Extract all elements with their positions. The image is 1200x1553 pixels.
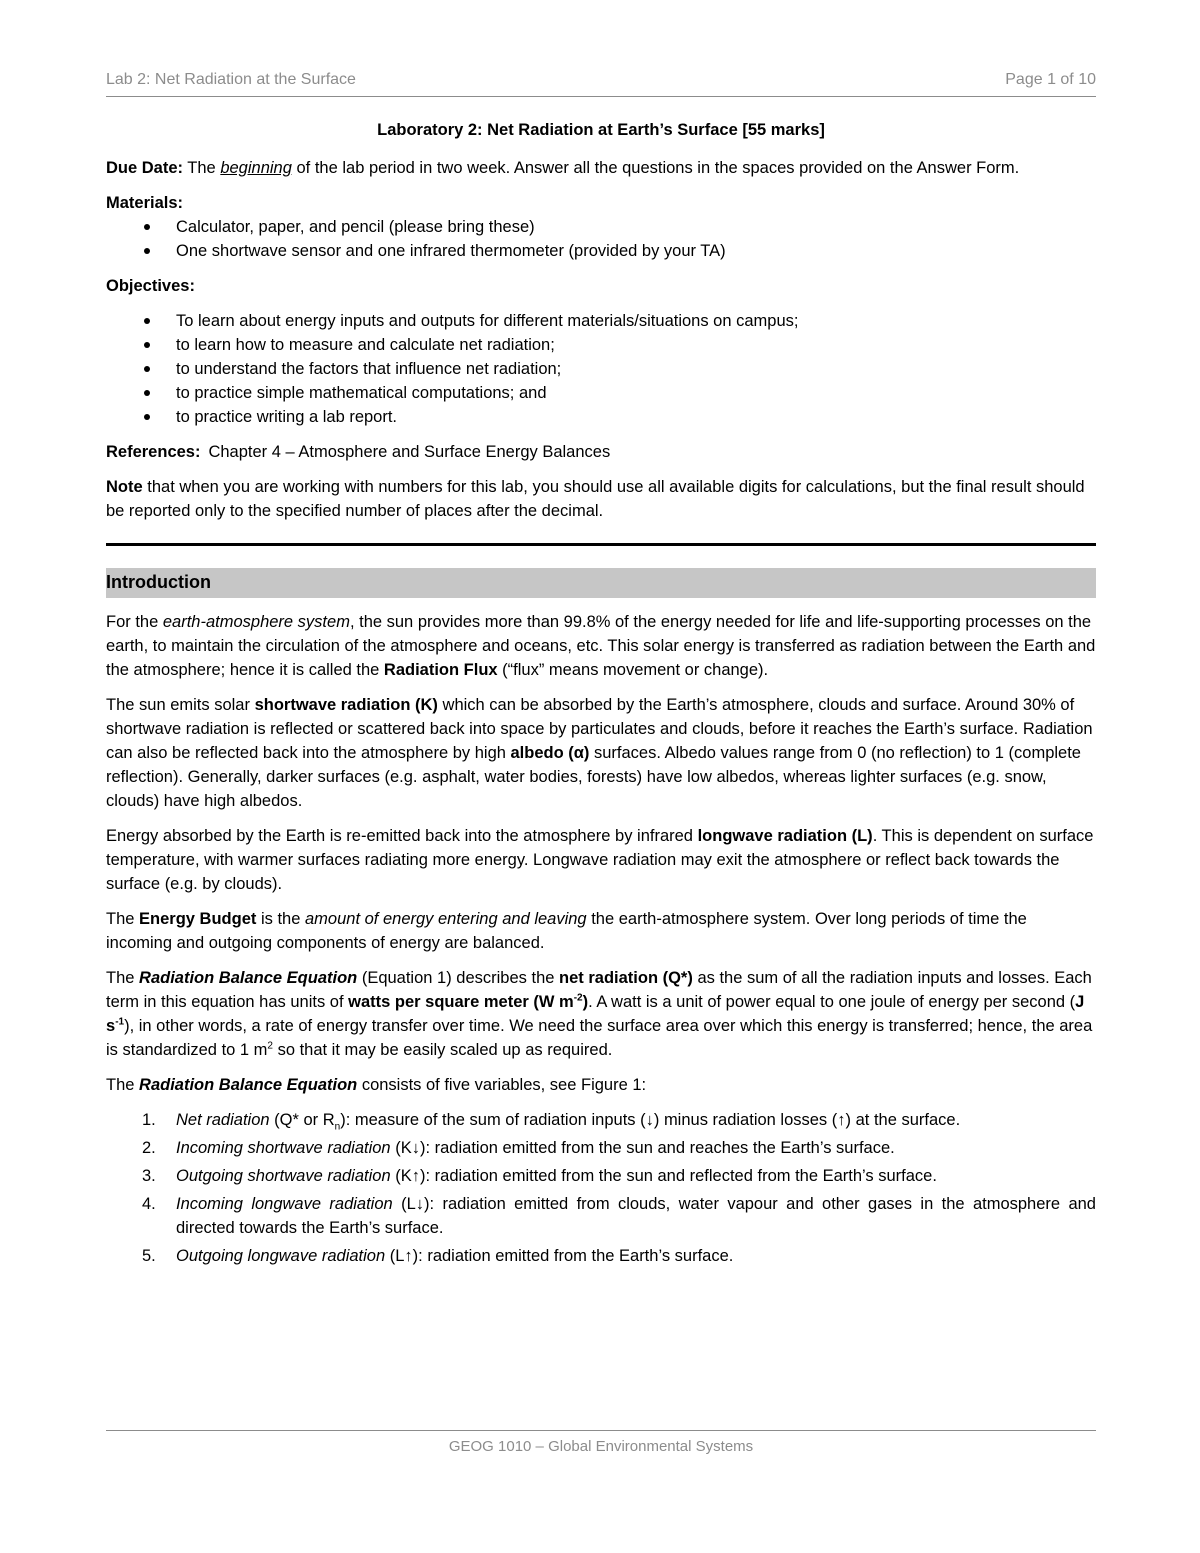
header-title: Lab 2: Net Radiation at the Surface <box>106 71 356 88</box>
page-header <box>106 68 1096 97</box>
text-run: (L↑ <box>385 1247 413 1265</box>
list-item <box>142 1244 1096 1268</box>
introduction-heading: Introduction <box>106 568 1096 598</box>
text-run: shortwave radiation (K) <box>254 696 438 714</box>
variable-term: Incoming longwave radiation <box>176 1195 393 1213</box>
text-run: Radiation Flux <box>383 661 498 679</box>
units-bold <box>348 993 588 1011</box>
variable-term: Net radiation <box>176 1111 270 1129</box>
text-run: albedo (α) <box>510 744 590 762</box>
list-item <box>142 1164 1096 1188</box>
text-run: Energy absorbed by the Earth is re-emitted back into the atmosphere by infrared <box>106 827 698 845</box>
text-run: watts per square meter (W m <box>348 993 574 1011</box>
section-divider <box>106 543 1096 546</box>
text-run: amount of energy entering and leaving <box>305 910 587 928</box>
variable-description: ): radiation emitted from clouds, water vapour and other gases in the atmosphere and directed towards the Earth’s surface. <box>176 1195 1096 1237</box>
page-footer: GEOG 1010 – Global Environmental Systems <box>106 1430 1096 1459</box>
references <box>106 440 1096 464</box>
intro-paragraph-1 <box>106 610 1096 682</box>
due-date-emphasis: beginning <box>220 159 292 177</box>
text-run: consists of five variables, see Figure 1: <box>357 1076 647 1094</box>
variable-description: ): radiation emitted from the sun and reaches the Earth’s surface. <box>419 1139 895 1157</box>
variable-term: Incoming shortwave radiation <box>176 1139 391 1157</box>
list-item: to learn how to measure and calculate net radiation; <box>176 333 1096 357</box>
note-text: that when you are working with numbers for this lab, you should use all available digits for calculations, but the final result should be reported only to the specified number of places after the decimal. <box>106 478 1085 520</box>
text-run: Radiation Balance Equation <box>139 1076 358 1094</box>
text-run: the earth-atmosphere system. Over long periods of time the incoming and outgoing components of energy are balanced. <box>106 910 1027 952</box>
text-run: (“flux” means movement or change). <box>497 661 769 679</box>
objectives-label: Objectives: <box>106 277 195 295</box>
text-run: is the <box>256 910 305 928</box>
note-label: Note <box>106 478 143 496</box>
text-run: earth-atmosphere system <box>162 613 350 631</box>
variables-list <box>106 1108 1096 1268</box>
text-run: J s <box>106 993 1085 1035</box>
text-run: . A watt is a unit of power equal to one joule of energy per second ( <box>588 993 1076 1011</box>
list-item: To learn about energy inputs and outputs for different materials/situations on campus; <box>176 309 1096 333</box>
subscript: n <box>334 1121 341 1133</box>
list-item: to practice simple mathematical computations; and <box>176 381 1096 405</box>
text-run: (K↓ <box>390 1139 420 1157</box>
list-number: 1. <box>142 1111 156 1129</box>
text-run: ), in other words, a rate of energy transfer over time. We need the surface area over which this energy is transferred; hence, the area is standardized to 1 m <box>106 1017 1093 1059</box>
list-item <box>142 1192 1096 1240</box>
text-run: , the sun provides more than 99.8% of the energy needed for life and life-supporting processes on the earth, to maintain the circulation of the atmosphere and oceans, etc. This solar energy is transferred as radiation between the Earth and the atmosphere; hence it is called the <box>106 613 1096 679</box>
variable-term: Outgoing shortwave radiation <box>176 1167 391 1185</box>
text-run: (K↑ <box>390 1167 420 1185</box>
text-run: (Q* or R <box>269 1111 335 1129</box>
text-run: The <box>106 1076 140 1094</box>
list-item: Calculator, paper, and pencil (please bring these) <box>176 215 1096 239</box>
text-run: surfaces. Albedo values range from 0 (no reflection) to 1 (complete reflection). Generally, darker surfaces (e.g. asphalt, water bodies, forests) have low albedos, whereas lighter surfaces (e.g. snow, clouds) have high albedos. <box>106 744 1081 810</box>
note <box>106 475 1096 523</box>
due-date-text: of the lab period in two week. Answer all the questions in the spaces provided on the Answer Form. <box>291 159 1020 177</box>
variable-term: Outgoing longwave radiation <box>176 1247 386 1265</box>
materials-label: Materials: <box>106 194 184 212</box>
superscript: 2 <box>267 1040 273 1052</box>
text-run: Radiation Balance Equation <box>139 969 358 987</box>
list-item: to practice writing a lab report. <box>176 405 1096 429</box>
text-run: Energy Budget <box>139 910 257 928</box>
list-number: 4. <box>142 1195 156 1213</box>
text-run: For the <box>106 613 163 631</box>
superscript: -2 <box>573 992 583 1004</box>
variable-description: ): radiation emitted from the sun and reflected from the Earth’s surface. <box>419 1167 937 1185</box>
text-run: as the sum of all the radiation inputs and losses. Each term in this equation has units of <box>106 969 1092 1011</box>
text-run: ) <box>582 993 589 1011</box>
text-run: which can be absorbed by the Earth’s atmosphere, clouds and surface. Around 30% of shortwave radiation is reflected or scattered back into space by particulates and clouds, before it reaches the Earth’s surface. Radiation can also be reflected back into the atmosphere by high <box>106 696 1093 762</box>
references-label: References: <box>106 443 201 461</box>
list-item: to understand the factors that influence net radiation; <box>176 357 1096 381</box>
due-date <box>106 156 1096 180</box>
text-run: longwave radiation (L) <box>697 827 873 845</box>
text-run: (L↓ <box>392 1195 424 1213</box>
text-run: The <box>106 910 140 928</box>
text-run: . This is dependent on surface temperature, with warmer surfaces radiating more energy. Longwave radiation may exit the atmosphere or reflect back towards the surface (e.g. by clouds). <box>106 827 1094 893</box>
text-run: so that it may be easily scaled up as required. <box>272 1041 613 1059</box>
text-run: The sun emits solar <box>106 696 255 714</box>
variable-description: ): measure of the sum of radiation inputs (↓) minus radiation losses (↑) at the surface. <box>340 1111 961 1129</box>
list-number: 5. <box>142 1247 156 1265</box>
intro-paragraph-6 <box>106 1073 1096 1097</box>
list-number: 2. <box>142 1139 156 1157</box>
due-date-label: Due Date: <box>106 159 184 177</box>
references-value: Chapter 4 – Atmosphere and Surface Energy Balances <box>208 443 611 461</box>
page-number: Page 1 of 10 <box>1005 71 1096 88</box>
due-date-pre: The <box>183 159 221 177</box>
text-run: The <box>106 969 140 987</box>
objectives-list <box>106 309 1096 429</box>
list-number: 3. <box>142 1167 156 1185</box>
superscript: -1 <box>115 1016 125 1028</box>
list-item <box>142 1108 1096 1133</box>
intro-paragraph-4 <box>106 907 1096 955</box>
text-run: net radiation (Q*) <box>559 969 693 987</box>
intro-paragraph-2 <box>106 693 1096 813</box>
intro-paragraph-5 <box>106 966 1096 1062</box>
list-item: One shortwave sensor and one infrared thermometer (provided by your TA) <box>176 239 1096 263</box>
list-item <box>142 1136 1096 1160</box>
text-run: (Equation 1) describes the <box>357 969 560 987</box>
variable-description: ): radiation emitted from the Earth’s surface. <box>412 1247 734 1265</box>
materials-list <box>106 215 1096 263</box>
page-content <box>106 116 1096 1272</box>
intro-paragraph-3 <box>106 824 1096 896</box>
lab-title: Laboratory 2: Net Radiation at Earth’s Surface [55 marks] <box>377 121 825 139</box>
